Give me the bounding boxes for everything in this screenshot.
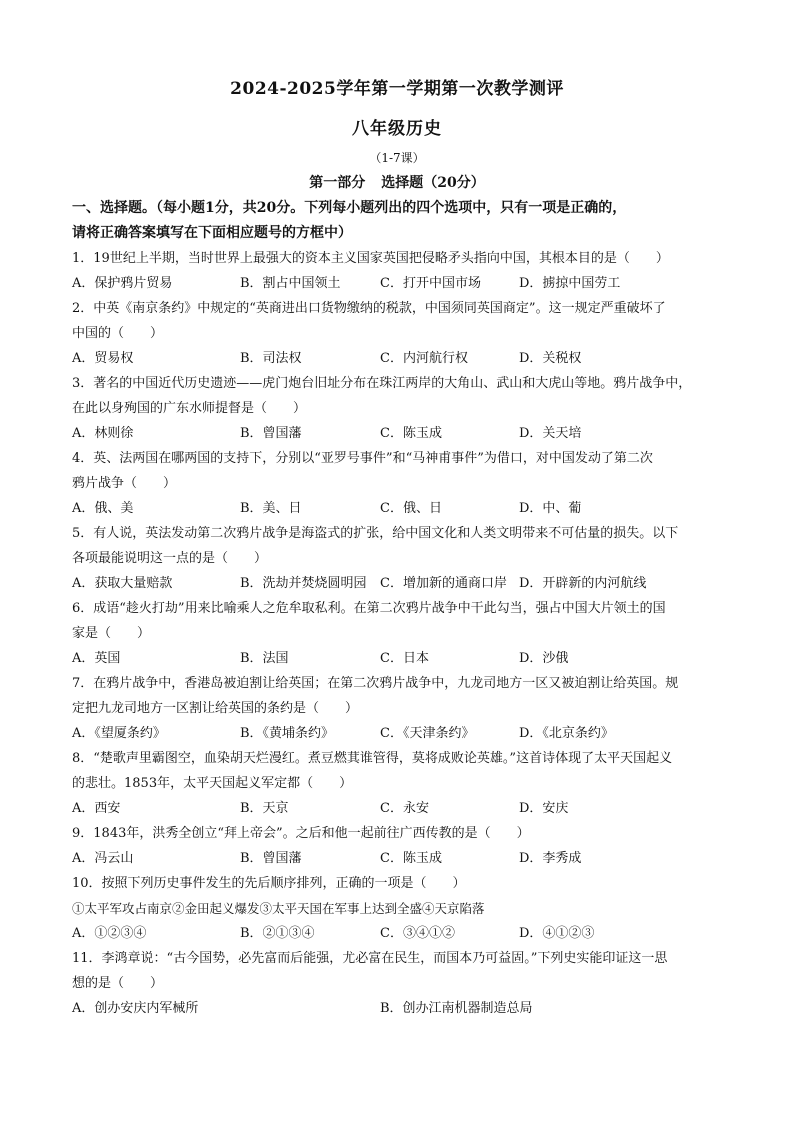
section-heading-line-1: 一、选择题。（每小题1分，共20分。下列每小题列出的四个选项中，只有一项是正确的， bbox=[72, 200, 627, 216]
question-item bbox=[72, 596, 724, 671]
question-stem-continued: 的悲壮。1853年，太平天国起义军定都（ ） bbox=[72, 776, 353, 791]
question-list bbox=[72, 246, 724, 1021]
option-a: A．《望厦条约》 bbox=[72, 726, 166, 741]
option-b: B．割占中国领土 bbox=[240, 276, 341, 291]
question-item bbox=[72, 296, 724, 371]
question-options bbox=[72, 421, 724, 446]
question-options bbox=[72, 996, 724, 1021]
question-stem: 2．中英《南京条约》中规定的“英商进出口货物缴纳的税款，中国须同英国商定”。这一规定严重破坏了 bbox=[72, 301, 666, 316]
question-stem: 8．“楚歌声里霸图空，血染胡天烂漫红。煮豆燃萁谁管得，莫将成败论英雄。”这首诗体现了太平天国起义 bbox=[72, 751, 673, 766]
option-b: B．②①③④ bbox=[240, 926, 315, 941]
question-stem: 11．李鸿章说：“古今国势，必先富而后能强，尤必富在民生，而国本乃可益固。”下列史实能印证这一思 bbox=[72, 951, 668, 966]
option-d: D．安庆 bbox=[519, 801, 569, 816]
question-section bbox=[72, 196, 724, 1021]
option-a: A．林则徐 bbox=[72, 426, 134, 441]
option-d: D．《北京条约》 bbox=[519, 726, 614, 741]
question-item bbox=[72, 246, 724, 296]
question-stem-continued: 定把九龙司地方一区割让给英国的条约是（ ） bbox=[72, 701, 359, 716]
question-options bbox=[72, 571, 724, 596]
option-c: C．打开中国市场 bbox=[380, 276, 481, 291]
exam-title: 2024-2025学年第一学期第一次教学测评 bbox=[230, 79, 564, 99]
question-item bbox=[72, 746, 724, 821]
option-b: B．《黄埔条约》 bbox=[240, 726, 335, 741]
option-d: D．中、葡 bbox=[519, 501, 582, 516]
option-a: A．保护鸦片贸易 bbox=[72, 276, 173, 291]
question-stem-continued: 鸦片战争（ ） bbox=[72, 476, 177, 491]
question-item bbox=[72, 446, 724, 521]
option-d: D．开辟新的内河航线 bbox=[519, 576, 647, 591]
part-heading bbox=[0, 172, 794, 192]
option-c: C．增加新的通商口岸 bbox=[380, 576, 507, 591]
option-d: D．关天培 bbox=[519, 426, 582, 441]
option-c: C．永安 bbox=[380, 801, 429, 816]
option-a: A．俄、美 bbox=[72, 501, 134, 516]
question-stem: 9．1843年，洪秀全创立“拜上帝会”。之后和他一起前往广西传教的是（ ） bbox=[72, 826, 530, 841]
option-b: B．司法权 bbox=[240, 351, 302, 366]
question-stem: 10．按照下列历史事件发生的先后顺序排列，正确的一项是（ ） bbox=[72, 876, 466, 891]
question-options bbox=[72, 346, 724, 371]
question-stem-continued: 各项最能说明这一点的是（ ） bbox=[72, 551, 268, 566]
question-stem-continued: 家是（ ） bbox=[72, 626, 151, 641]
option-c: C．《天津条约》 bbox=[380, 726, 475, 741]
question-stem: 4．英、法两国在哪两国的支持下，分别以“亚罗号事件”和“马神甫事件”为借口，对中国发动了第二次 bbox=[72, 451, 653, 466]
question-stem: 3．著名的中国近代历史遗迹——虎门炮台旧址分布在珠江两岸的大角山、武山和大虎山等地。鸦片战争中， bbox=[72, 376, 692, 391]
question-item bbox=[72, 871, 724, 946]
section-heading-line-2: 请将正确答案填写在下面相应题号的方框中） bbox=[72, 225, 352, 241]
option-d: D．关税权 bbox=[519, 351, 582, 366]
question-item bbox=[72, 946, 724, 1021]
question-options bbox=[72, 846, 724, 871]
part-title: 选择题（20分） bbox=[381, 175, 485, 191]
option-b: B．天京 bbox=[240, 801, 289, 816]
option-a: A．获取大量赔款 bbox=[72, 576, 173, 591]
option-a: A．冯云山 bbox=[72, 851, 134, 866]
option-b: B．美、日 bbox=[240, 501, 302, 516]
question-options bbox=[72, 721, 724, 746]
part-label: 第一部分 bbox=[309, 175, 366, 191]
option-a: A．贸易权 bbox=[72, 351, 134, 366]
option-c: C．俄、日 bbox=[380, 501, 442, 516]
option-b: B．曾国藩 bbox=[240, 426, 302, 441]
option-c: C．日本 bbox=[380, 651, 429, 666]
option-c: C．陈玉成 bbox=[380, 426, 442, 441]
question-item bbox=[72, 671, 724, 746]
question-stem: 1．19世纪上半期，当时世界上最强大的资本主义国家英国把侵略矛头指向中国，其根本目的是（ ） bbox=[72, 251, 669, 266]
option-a: A．①②③④ bbox=[72, 926, 147, 941]
question-item bbox=[72, 521, 724, 596]
option-b: B．法国 bbox=[240, 651, 289, 666]
question-stem-continued: 在此以身殉国的广东水师提督是（ ） bbox=[72, 401, 307, 416]
question-stem-continued: ①太平军攻占南京②金田起义爆发③太平天国在军事上达到全盛④天京陷落 bbox=[72, 901, 485, 916]
question-stem: 7．在鸦片战争中，香港岛被迫割让给英国；在第二次鸦片战争中，九龙司地方一区又被迫割让给英国。规 bbox=[72, 676, 679, 691]
exam-scope: （1-7课） bbox=[369, 151, 425, 165]
option-d: D．④①②③ bbox=[519, 926, 595, 941]
option-c: C．③④①② bbox=[380, 926, 455, 941]
question-stem: 5．有人说，英法发动第二次鸦片战争是海盗式的扩张，给中国文化和人类文明带来不可估量的损失。以下 bbox=[72, 526, 679, 541]
question-options bbox=[72, 496, 724, 521]
option-c: C．内河航行权 bbox=[380, 351, 468, 366]
option-b: B．创办江南机器制造总局 bbox=[380, 1001, 533, 1016]
option-c: C．陈玉成 bbox=[380, 851, 442, 866]
option-d: D．李秀成 bbox=[519, 851, 582, 866]
option-a: A．英国 bbox=[72, 651, 121, 666]
question-item bbox=[72, 371, 724, 446]
option-b: B．曾国藩 bbox=[240, 851, 302, 866]
question-options bbox=[72, 271, 724, 296]
option-a: A．创办安庆内军械所 bbox=[72, 1001, 199, 1016]
question-stem-continued: 中国的（ ） bbox=[72, 326, 164, 341]
question-stem: 6．成语“趁火打劫”用来比喻乘人之危牟取私利。在第二次鸦片战争中干此勾当，强占中国大片领土的国 bbox=[72, 601, 666, 616]
option-b: B．洗劫并焚烧圆明园 bbox=[240, 576, 367, 591]
option-d: D．掳掠中国劳工 bbox=[519, 276, 621, 291]
option-a: A．西安 bbox=[72, 801, 121, 816]
question-item bbox=[72, 821, 724, 871]
question-options bbox=[72, 796, 724, 821]
exam-subject: 八年级历史 bbox=[352, 119, 442, 139]
question-stem-continued: 想的是（ ） bbox=[72, 976, 164, 991]
question-options bbox=[72, 921, 724, 946]
question-options bbox=[72, 646, 724, 671]
option-d: D．沙俄 bbox=[519, 651, 569, 666]
